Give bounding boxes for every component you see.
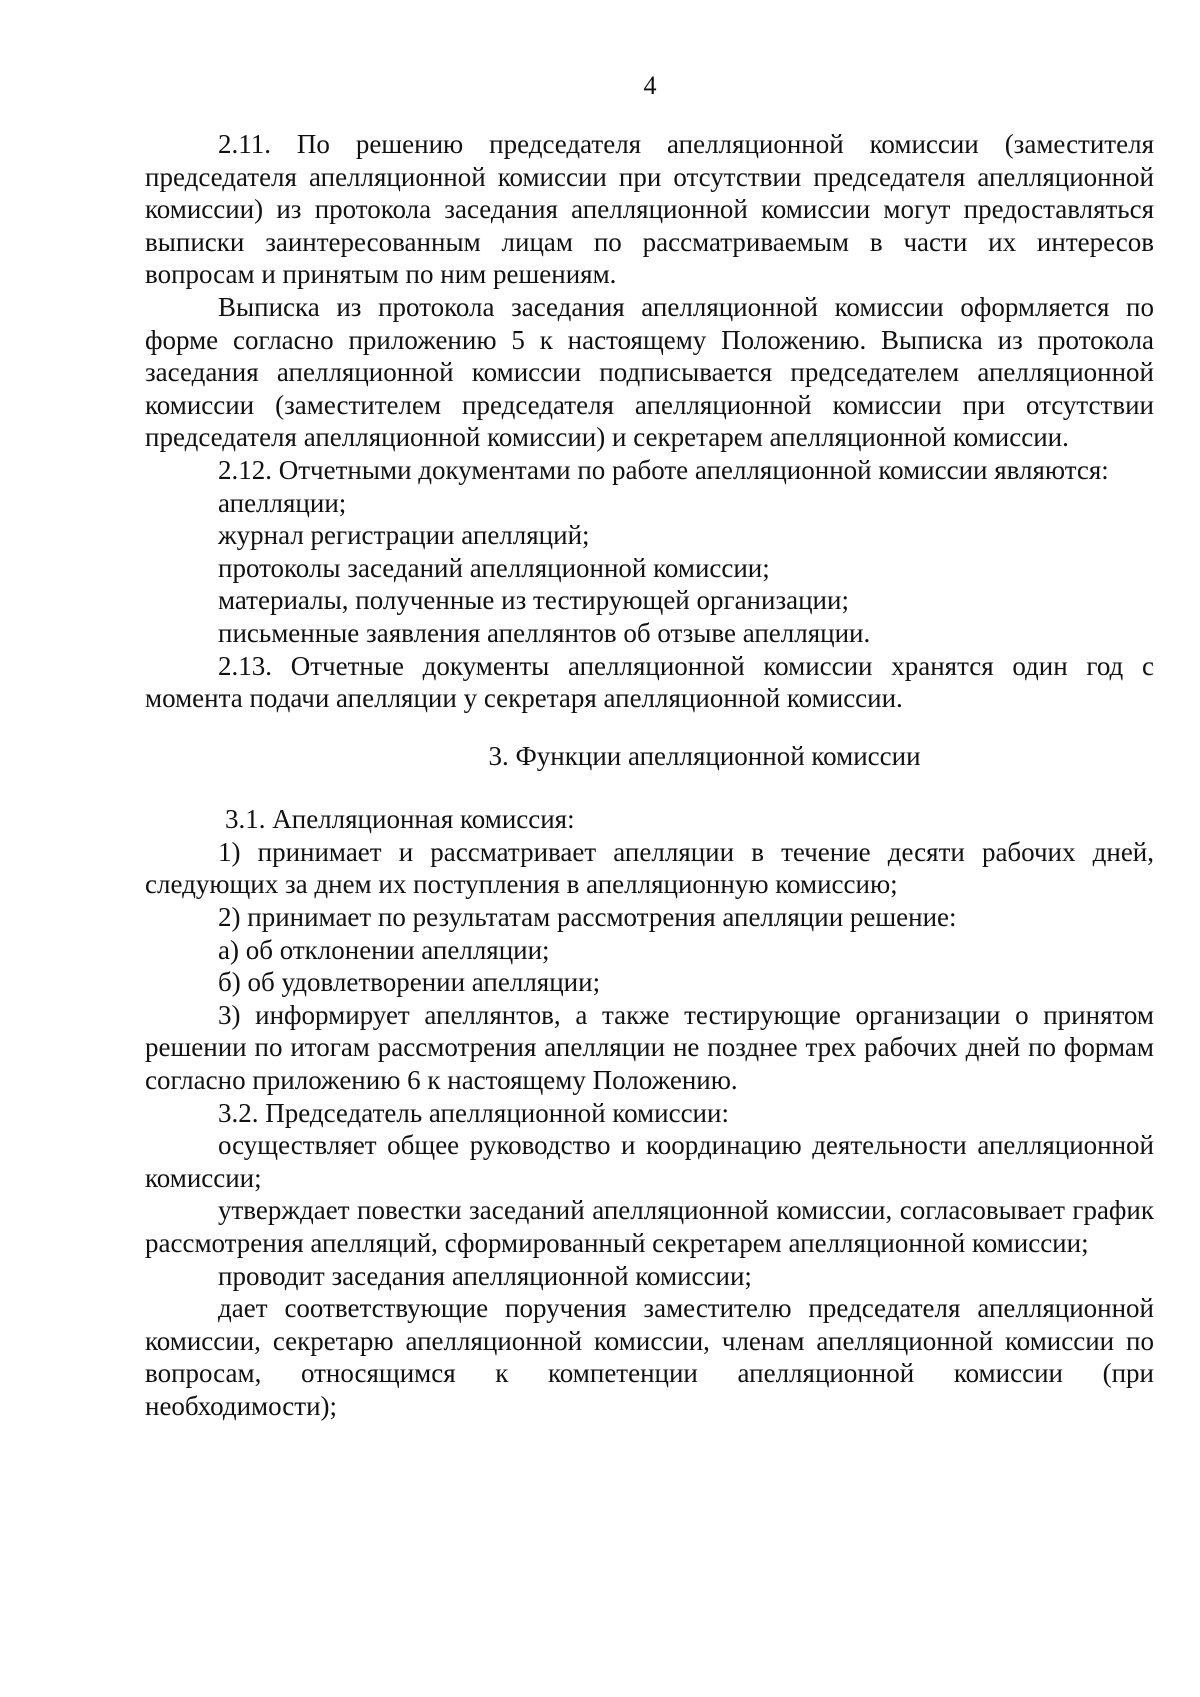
- paragraph-extract: Выписка из протокола заседания апелляционной комиссии оформляется по форме согласно приложению 5 к настоящему Положению. Выписка из протокола заседания апелляционной комиссии подписывается председателем апелляционной комиссии (заместителем председателя апелляционной комиссии при отсутствии председателя апелляционной комиссии) и секретарем апелляционной комиссии.: [145, 291, 1154, 453]
- list-item: утверждает повестки заседаний апелляционной комиссии, согласовывает график рассмотрения апелляций, сформированный секретарем апелляционной комиссии;: [145, 1195, 1154, 1258]
- list-item: протоколы заседаний апелляционной комиссии;: [218, 552, 770, 583]
- list-item: проводит заседания апелляционной комиссии;: [218, 1260, 752, 1291]
- page-number: 4: [643, 71, 657, 100]
- paragraph-2-11: 2.11. По решению председателя апелляционной комиссии (заместителя председателя апелляционной комиссии при отсутствии председателя апелляционной комиссии) из протокола заседания апелляционной комиссии могут предоставляться выписки заинтересованным лицам по рассматриваемым в части их интересов вопросам и принятым по ним решениям.: [145, 129, 1154, 290]
- list-item: б) об удовлетворении апелляции;: [218, 967, 601, 998]
- paragraph-3-1: 3.1. Апелляционная комиссия:: [225, 804, 575, 835]
- document-body: [145, 128, 1154, 1423]
- paragraph-2-13: 2.13. Отчетные документы апелляционной комиссии хранятся один год с момента подачи апелляции у секретаря апелляционной комиссии.: [145, 650, 1154, 714]
- list-item: 3) информирует апеллянтов, а также тестирующие организации о принятом решении по итогам рассмотрения апелляции не позднее трех рабочих дней по формам согласно приложению 6 к настоящему Положению.: [145, 999, 1154, 1096]
- list-item: 2) принимает по результатам рассмотрения апелляции решение:: [218, 902, 957, 933]
- list-item: апелляции;: [218, 487, 347, 518]
- list-item: 1) принимает и рассматривает апелляции в течение десяти рабочих дней, следующих за днем их поступления в апелляционную комиссию;: [145, 836, 1154, 900]
- list-item: журнал регистрации апелляций;: [218, 520, 590, 551]
- list-item: материалы, полученные из тестирующей организации;: [218, 585, 849, 616]
- section-heading: 3. Функции апелляционной комиссии: [488, 740, 921, 771]
- paragraph-3-2: 3.2. Председатель апелляционной комиссии:: [218, 1097, 729, 1128]
- list-item: письменные заявления апеллянтов об отзыве апелляции.: [218, 617, 871, 648]
- list-item: а) об отклонении апелляции;: [218, 934, 550, 965]
- paragraph-2-12: 2.12. Отчетными документами по работе апелляционной комиссии являются:: [218, 454, 1109, 485]
- list-item: осуществляет общее руководство и координацию деятельности апелляционной комиссии;: [145, 1130, 1154, 1193]
- list-item: дает соответствующие поручения заместителю председателя апелляционной комиссии, секретарю апелляционной комиссии, членам апелляционной комиссии по вопросам, относящимся к компетенции апелляционной комиссии (при необходимости);: [145, 1293, 1154, 1421]
